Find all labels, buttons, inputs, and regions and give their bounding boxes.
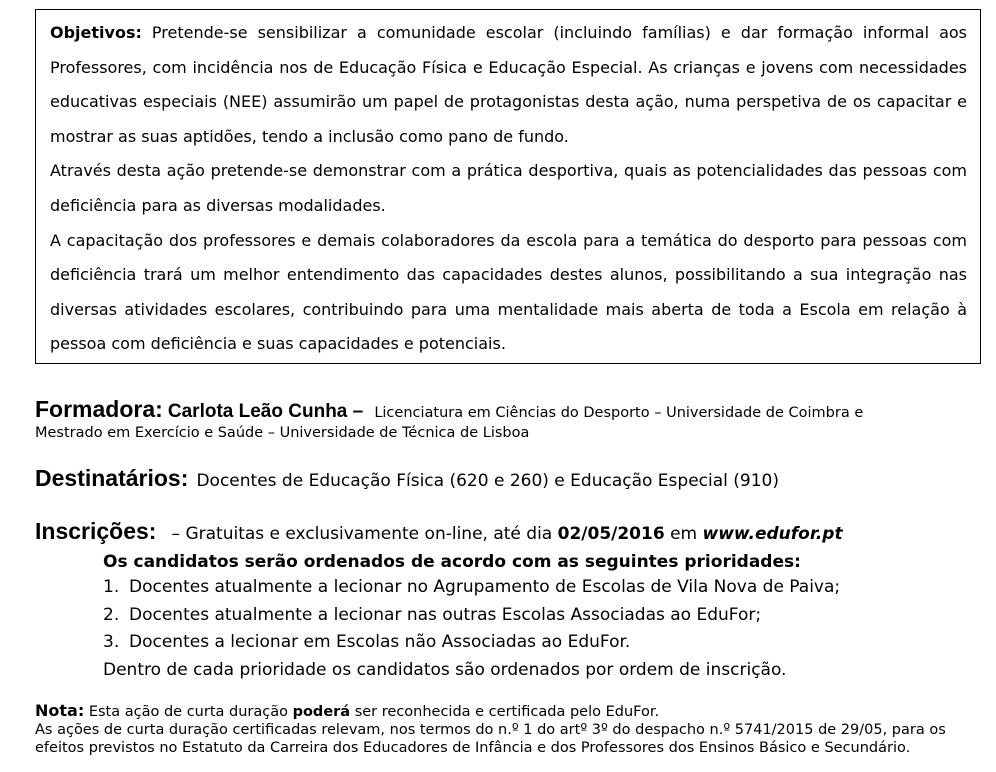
- priority-number: 1.: [103, 577, 120, 597]
- nota-label: Nota:: [35, 701, 85, 720]
- nota-line-2: As ações de curta duração certificadas relevam, nos termos do n.º 1 do artº 3º do despacho n.º 5741/2015 de 29/05, para os efeitos previstos no Estatuto da Carreira dos Educadores de Infância e dos Professores dos Ensinos Básico e Secundário.: [35, 722, 946, 756]
- inscricoes-label: Inscrições:: [35, 518, 157, 544]
- inscricoes-text-a: – Gratuitas e exclusivamente on-line, até dia: [171, 524, 558, 544]
- nota-strong: poderá: [292, 704, 351, 720]
- objectives-label: Objetivos:: [50, 23, 142, 42]
- nota-text-b: ser reconhecida e certificada pelo EduFor.: [350, 704, 660, 720]
- objectives-box: [35, 9, 981, 364]
- inscricoes-text-b: em: [664, 524, 703, 544]
- priority-text: Docentes atualmente a lecionar nas outras Escolas Associadas ao EduFor;: [129, 604, 762, 625]
- objectives-paragraph-3: A capacitação dos professores e demais colaboradores da escola para a temática do desporto para pessoas com deficiência trará um melhor entendimento das capacidades destes alunos, possibilitando a sua integração nas diversas atividades escolares, contribuindo para uma mentalidade mais aberta de toda a Escola em relação à pessoa com deficiência e suas capacidades e potenciais.: [50, 230, 967, 354]
- nota-text-a: Esta ação de curta duração: [84, 704, 293, 720]
- priorities-title: Os candidatos serão ordenados de acordo com as seguintes prioridades:: [103, 552, 801, 572]
- priorities-list: [103, 574, 840, 657]
- priority-item: [103, 602, 840, 630]
- objectives-paragraph-2: Através desta ação pretende-se demonstrar com a prática desportiva, quais as potencialidades das pessoas com deficiência para as diversas modalidades.: [50, 161, 967, 215]
- priority-item: [103, 629, 840, 657]
- formadora-name: Carlota Leão Cunha –: [167, 401, 364, 422]
- within-priority-note: Dentro de cada prioridade os candidatos são ordenados por ordem de inscrição.: [103, 659, 787, 680]
- destinatarios-label: Destinatários:: [35, 465, 189, 491]
- inscricoes-date: 02/05/2016: [557, 524, 665, 544]
- formadora-degree-1: Licenciatura em Ciências do Desporto – Universidade de Coimbra e: [374, 405, 864, 421]
- destinatarios-text: Docentes de Educação Física (620 e 260) e Educação Especial (910): [196, 471, 779, 491]
- priority-text: Docentes a lecionar em Escolas não Associadas ao EduFor.: [129, 632, 631, 652]
- priority-text: Docentes atualmente a lecionar no Agrupamento de Escolas de Vila Nova de Paiva;: [129, 577, 841, 597]
- inscricoes-line: [172, 524, 843, 544]
- objectives-paragraph-1: [50, 16, 967, 154]
- formadora-degree-2: Mestrado em Exercício e Saúde – Universidade de Técnica de Lisboa: [35, 425, 530, 441]
- formadora-section: [35, 397, 975, 445]
- priority-item: [103, 574, 840, 602]
- edufor-website-link[interactable]: www.edufor.pt: [702, 524, 843, 544]
- priority-number: 3.: [103, 632, 120, 652]
- objectives-text-1: Pretende-se sensibilizar a comunidade escolar (incluindo famílias) e dar formação informal aos Professores, com incidência nos de Educação Física e Educação Especial. As crianças e jovens com necessidades educativas especiais (NEE) assumirão um papel de protagonistas desta ação, numa perspetiva de os capacitar e mostrar as suas aptidões, tendo a inclusão como pano de fundo.: [50, 23, 967, 146]
- nota-section: [35, 702, 980, 757]
- destinatarios-section: [35, 465, 779, 492]
- nota-line-1: [35, 702, 980, 721]
- inscricoes-section: [35, 518, 843, 545]
- priorities-block: [103, 550, 840, 684]
- formadora-label: Formadora:: [35, 396, 163, 422]
- priority-number: 2.: [103, 604, 120, 625]
